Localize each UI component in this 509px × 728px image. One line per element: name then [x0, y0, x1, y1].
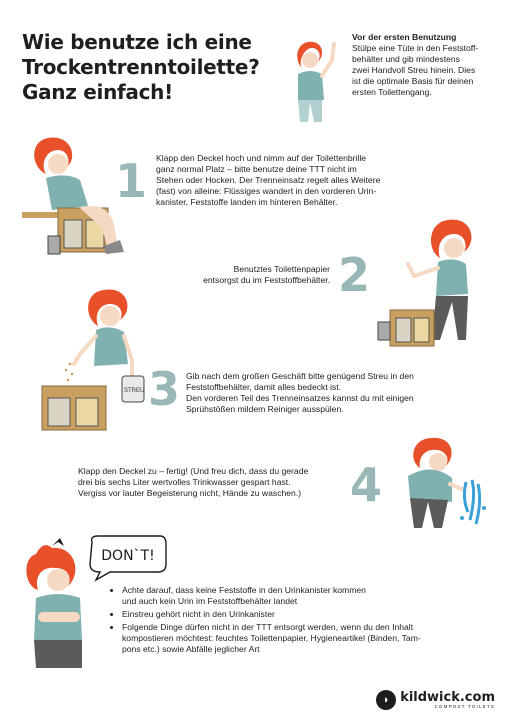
step-number: 1: [115, 154, 148, 208]
step-text: Klapp den Deckel zu – fertig! (Und freu dich, dass du gerade drei bis sechs Liter wertvolles Trinkwasser gespart hast. Vergiss vor lauter Begeisterung nicht, Hände zu waschen.): [78, 466, 309, 498]
step-number: 2: [338, 248, 371, 302]
step-number: 3: [148, 362, 181, 416]
step3-illustration: [40, 282, 152, 432]
list-item: • Achte darauf, dass keine Feststoffe in den Urinkanister kommen und auch kein Urin im Feststoffbehälter landet: [122, 585, 478, 607]
step-text: Klapp den Deckel hoch und nimm auf der Toilettenbrille ganz normal Platz – bitte benutze deine TTT nicht im Stehen oder Hocken. Der Trenneinsatz regelt alles Weitere (fast) von alleine: Flüssiges wandert in den vorderen Urin- kanister, Feststoffe landen im hinteren Behälter.: [156, 153, 381, 207]
step-text: Benutztes Toilettenpapier entsorgst du im Feststoffbehälter.: [203, 264, 330, 285]
intro-text: Vor der ersten Benutzung Stülpe eine Tüte in den Feststoff- behälter und gib mindestens zwei Handvoll Streu hinein. Dies ist die optimale Basis für deinen ersten Toilettengang.: [352, 32, 502, 98]
intro-line: zwei Handvoll Streu hinein. Dies: [352, 65, 476, 75]
speech-bubble-text: DON`T!: [101, 548, 155, 564]
list-item: • Einstreu gehört nicht in den Urinkanister: [122, 609, 478, 620]
intro-line: ist die optimale Basis für deinen: [352, 76, 474, 86]
list-item: • Folgende Dinge dürfen nicht in der TTT entsorgt werden, wenn du den Inhalt kompostieren möchtest: feuchtes Toilettenpapier, Hygieneartikel (Binden, Tam- pons etc.) sowie Abfälle jeglicher Art: [122, 622, 478, 655]
step1-illustration: [18, 128, 128, 263]
logo-subtitle: COMPOST TOILETS: [434, 703, 495, 709]
step-text: Gib nach dem großen Geschäft bitte genügend Streu in den Feststoffbehälter, damit alles bedeckt ist. Den vorderen Teil des Trenneinsatzes kannst du mit einigen Sprühstößen mildem Reiniger ausspülen.: [186, 371, 414, 414]
logo-mark-icon: ◗: [376, 690, 396, 710]
step2-illustration: [378, 212, 490, 352]
step4-illustration: [392, 432, 492, 532]
svg-text:STREU: STREU: [124, 388, 145, 394]
kildwick-logo[interactable]: [376, 690, 495, 710]
intro-line: behälter und gib mindestens: [352, 54, 460, 64]
intro-line: Stülpe eine Tüte in den Feststoff-: [352, 43, 479, 53]
woman-pointing-illustration: [288, 38, 348, 122]
page-title: Wie benutze ich eine Trockentrenntoilette? Ganz einfach!: [22, 30, 260, 104]
speech-bubble: [86, 534, 168, 580]
intro-line: ersten Toilettengang.: [352, 87, 432, 97]
step-number: 4: [350, 458, 383, 512]
logo-brand: kildwick.com: [400, 689, 495, 705]
dont-list: [108, 585, 478, 657]
